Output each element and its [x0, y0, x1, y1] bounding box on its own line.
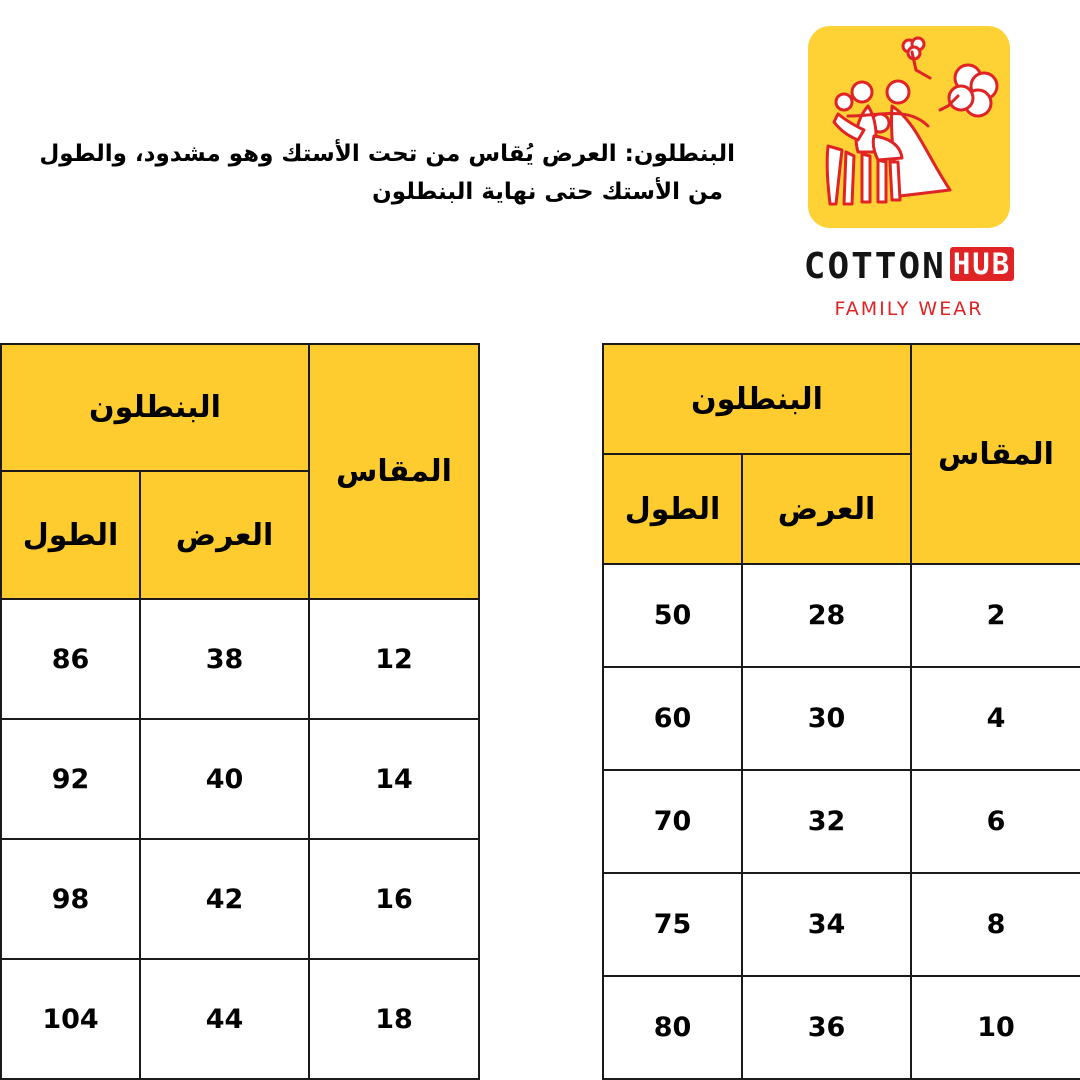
- cell-width: 34: [742, 873, 911, 976]
- cell-size: 18: [309, 959, 479, 1079]
- table-row: [1, 599, 479, 719]
- header-length: الطول: [1, 471, 140, 599]
- instructions-line-1: البنطلون: العرض يُقاس من تحت الأستك وهو مشدود، والطول: [39, 141, 735, 167]
- cell-length: 92: [1, 719, 140, 839]
- header-length: الطول: [603, 454, 742, 564]
- cell-size: 4: [911, 667, 1080, 770]
- cell-length: 98: [1, 839, 140, 959]
- header-width: العرض: [742, 454, 911, 564]
- cell-length: 86: [1, 599, 140, 719]
- cell-length: 50: [603, 564, 742, 667]
- cell-size: 6: [911, 770, 1080, 873]
- cell-width: 40: [140, 719, 309, 839]
- brand-name-part1: COTTON: [803, 246, 946, 287]
- table-row: [603, 667, 1080, 770]
- size-instructions: [15, 135, 735, 211]
- table-row: [603, 770, 1080, 873]
- cell-width: 44: [140, 959, 309, 1079]
- table-row: [603, 873, 1080, 976]
- table-row: [603, 976, 1080, 1079]
- size-table-small: [602, 343, 1080, 1080]
- cell-length: 80: [603, 976, 742, 1079]
- brand-name-part2: HUB: [950, 247, 1014, 281]
- cell-width: 32: [742, 770, 911, 873]
- cell-size: 14: [309, 719, 479, 839]
- cell-size: 8: [911, 873, 1080, 976]
- brand-tagline: FAMILY WEAR: [834, 298, 984, 320]
- cell-length: 60: [603, 667, 742, 770]
- size-table-large: [0, 343, 480, 1080]
- table-row: [603, 564, 1080, 667]
- header-size: المقاس: [309, 344, 479, 599]
- cell-size: 16: [309, 839, 479, 959]
- cell-size: 2: [911, 564, 1080, 667]
- cell-width: 36: [742, 976, 911, 1079]
- cell-length: 75: [603, 873, 742, 976]
- cell-width: 28: [742, 564, 911, 667]
- brand-logo: [808, 26, 1010, 228]
- instructions-line-2: من الأستك حتى نهاية البنطلون: [372, 179, 723, 205]
- table-row: [1, 839, 479, 959]
- table-row: [1, 959, 479, 1079]
- cell-width: 38: [140, 599, 309, 719]
- header-size: المقاس: [911, 344, 1080, 564]
- cell-width: 42: [140, 839, 309, 959]
- header-width: العرض: [140, 471, 309, 599]
- table-row: [1, 719, 479, 839]
- cell-length: 104: [1, 959, 140, 1079]
- cell-length: 70: [603, 770, 742, 873]
- cell-size: 12: [309, 599, 479, 719]
- cell-size: 10: [911, 976, 1080, 1079]
- group-header-pants: البنطلون: [1, 344, 309, 471]
- family-cotton-icon: [808, 26, 1010, 228]
- brand-wordmark: [790, 246, 1028, 287]
- cell-width: 30: [742, 667, 911, 770]
- group-header-pants: البنطلون: [603, 344, 911, 454]
